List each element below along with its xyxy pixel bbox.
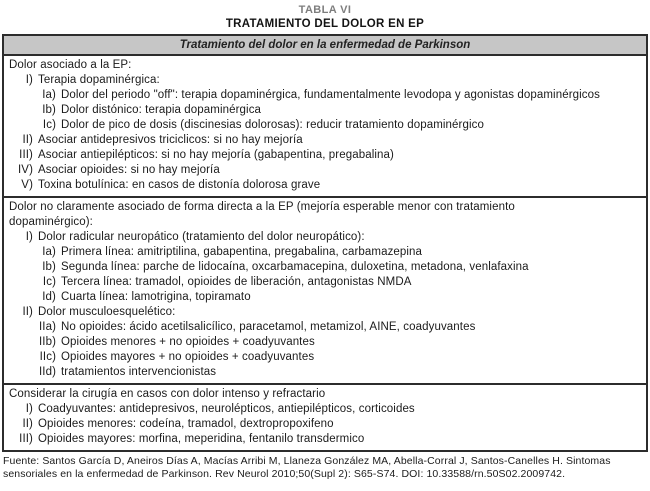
table-row [9,245,642,260]
table-row [9,58,642,73]
table-row [9,73,642,88]
row-label: Ia) [42,89,56,101]
table-row [9,417,642,432]
table-row [9,402,642,417]
table-row [9,88,642,103]
table-row [9,335,642,350]
row-text: No opioides: ácido acetilsalicílico, paracetamol, metamizol, AINE, coadyuvantes [61,321,476,333]
row-text: Opioides mayores + no opioides + coadyuvantes [61,351,315,363]
source-citation: Fuente: Santos García D, Aneiros Días A, Macías Arribi M, Llaneza González MA, Abella-Corral J, Santos-Canelles H. Sintomas sensoriales en la enfermedad de Parkinson. Rev Neurol 2010;50(Supl 2): S65-S74. DOI: 10.33588/rn.50S02.2009742. [3,455,611,480]
row-text: Toxina botulínica: en casos de distonía dolorosa grave [38,179,321,191]
row-label: II) [22,134,33,146]
table-row [9,260,642,275]
row-label: V) [21,179,33,191]
row-label: Ib) [42,104,56,116]
row-text: Asociar antidepresivos triciclicos: si no hay mejoría [38,134,303,146]
row-text: Coadyuvantes: antidepresivos, neurolépticos, antiepilépticos, corticoides [38,403,415,415]
row-label: IId) [38,366,56,378]
row-label: II) [22,306,33,318]
table-row [9,148,642,163]
row-text: Dolor del periodo "off": terapia dopaminérgica, fundamentalmente levodopa y agonistas dopaminérgicos [61,89,600,101]
table-row [9,432,642,447]
page-title: TRATAMIENTO DEL DOLOR EN EP [225,18,425,30]
row-text: Dolor musculoesquelético: [38,306,176,318]
table-body [4,56,646,450]
row-text: Considerar la cirugía en casos con dolor intenso y refractario [9,388,326,400]
row-text: Dolor distónico: terapia dopaminérgica [61,104,262,116]
row-text: Opioides mayores: morfina, meperidina, fentanilo transdermico [38,433,365,445]
row-text: Asociar opioides: si no hay mejoría [38,164,220,176]
row-label: I) [25,403,33,415]
table-row [9,215,642,230]
row-label: I) [25,231,33,243]
treatment-table [2,34,648,452]
table-row [9,320,642,335]
table-row [9,275,642,290]
row-label: IIa) [38,321,56,333]
row-text: dopaminérgico): [9,216,93,228]
row-text: Asociar antiepilépticos: si no hay mejoría (gabapentina, pregabalina) [38,149,394,161]
row-text: Primera línea: amitriptilina, gabapentina, pregabalina, carbamazepina [61,246,423,258]
table-row [9,230,642,245]
row-text: Opioides menores + no opioides + coadyuvantes [61,336,315,348]
table-section-1 [4,56,646,196]
row-text: Opioides menores: codeína, tramadol, dextropropoxifeno [38,418,334,430]
row-text: tratamientos intervencionistas [61,366,217,378]
row-label: IIc) [39,351,56,363]
row-label: Ic) [42,276,56,288]
row-text: Dolor asociado a la EP: [9,59,132,71]
table-section-3 [4,383,646,450]
row-label: IIb) [38,336,56,348]
row-text: Dolor no claramente asociado de forma directa a la EP (mejoría esperable menor con tratamiento [9,201,515,213]
row-text: Dolor radicular neuropático (tratamiento del dolor neuropático): [38,231,365,243]
row-label: IV) [18,164,33,176]
row-label: Id) [42,291,56,303]
table-row [9,290,642,305]
table-row [9,350,642,365]
row-label: III) [19,433,33,445]
table-header: Tratamiento del dolor en la enfermedad de Parkinson [4,36,646,56]
table-caption [0,0,650,31]
table-row [9,103,642,118]
table-number: TABLA VI [298,4,352,16]
row-text: Segunda línea: parche de lidocaína, oxcarbamacepina, duloxetina, metadona, venlafaxina [61,261,529,273]
table-row [9,305,642,320]
row-label: II) [22,418,33,430]
table-row [9,133,642,148]
row-label: Ic) [42,119,56,131]
table-section-2 [4,196,646,383]
row-text: Tercera línea: tramadol, opioides de liberación, antagonistas NMDA [61,276,412,288]
table-row [9,118,642,133]
table-row [9,163,642,178]
row-label: Ia) [42,246,56,258]
row-text: Dolor de pico de dosis (discinesias dolorosas): reducir tratamiento dopaminérgico [61,119,484,131]
row-label: Ib) [42,261,56,273]
row-label: III) [19,149,33,161]
row-text: Cuarta línea: lamotrigina, topiramato [61,291,251,303]
row-text: Terapia dopaminérgica: [38,74,160,86]
row-label: I) [25,74,33,86]
table-row [9,200,642,215]
table-row [9,365,642,380]
table-row [9,387,642,402]
table-row [9,178,642,193]
